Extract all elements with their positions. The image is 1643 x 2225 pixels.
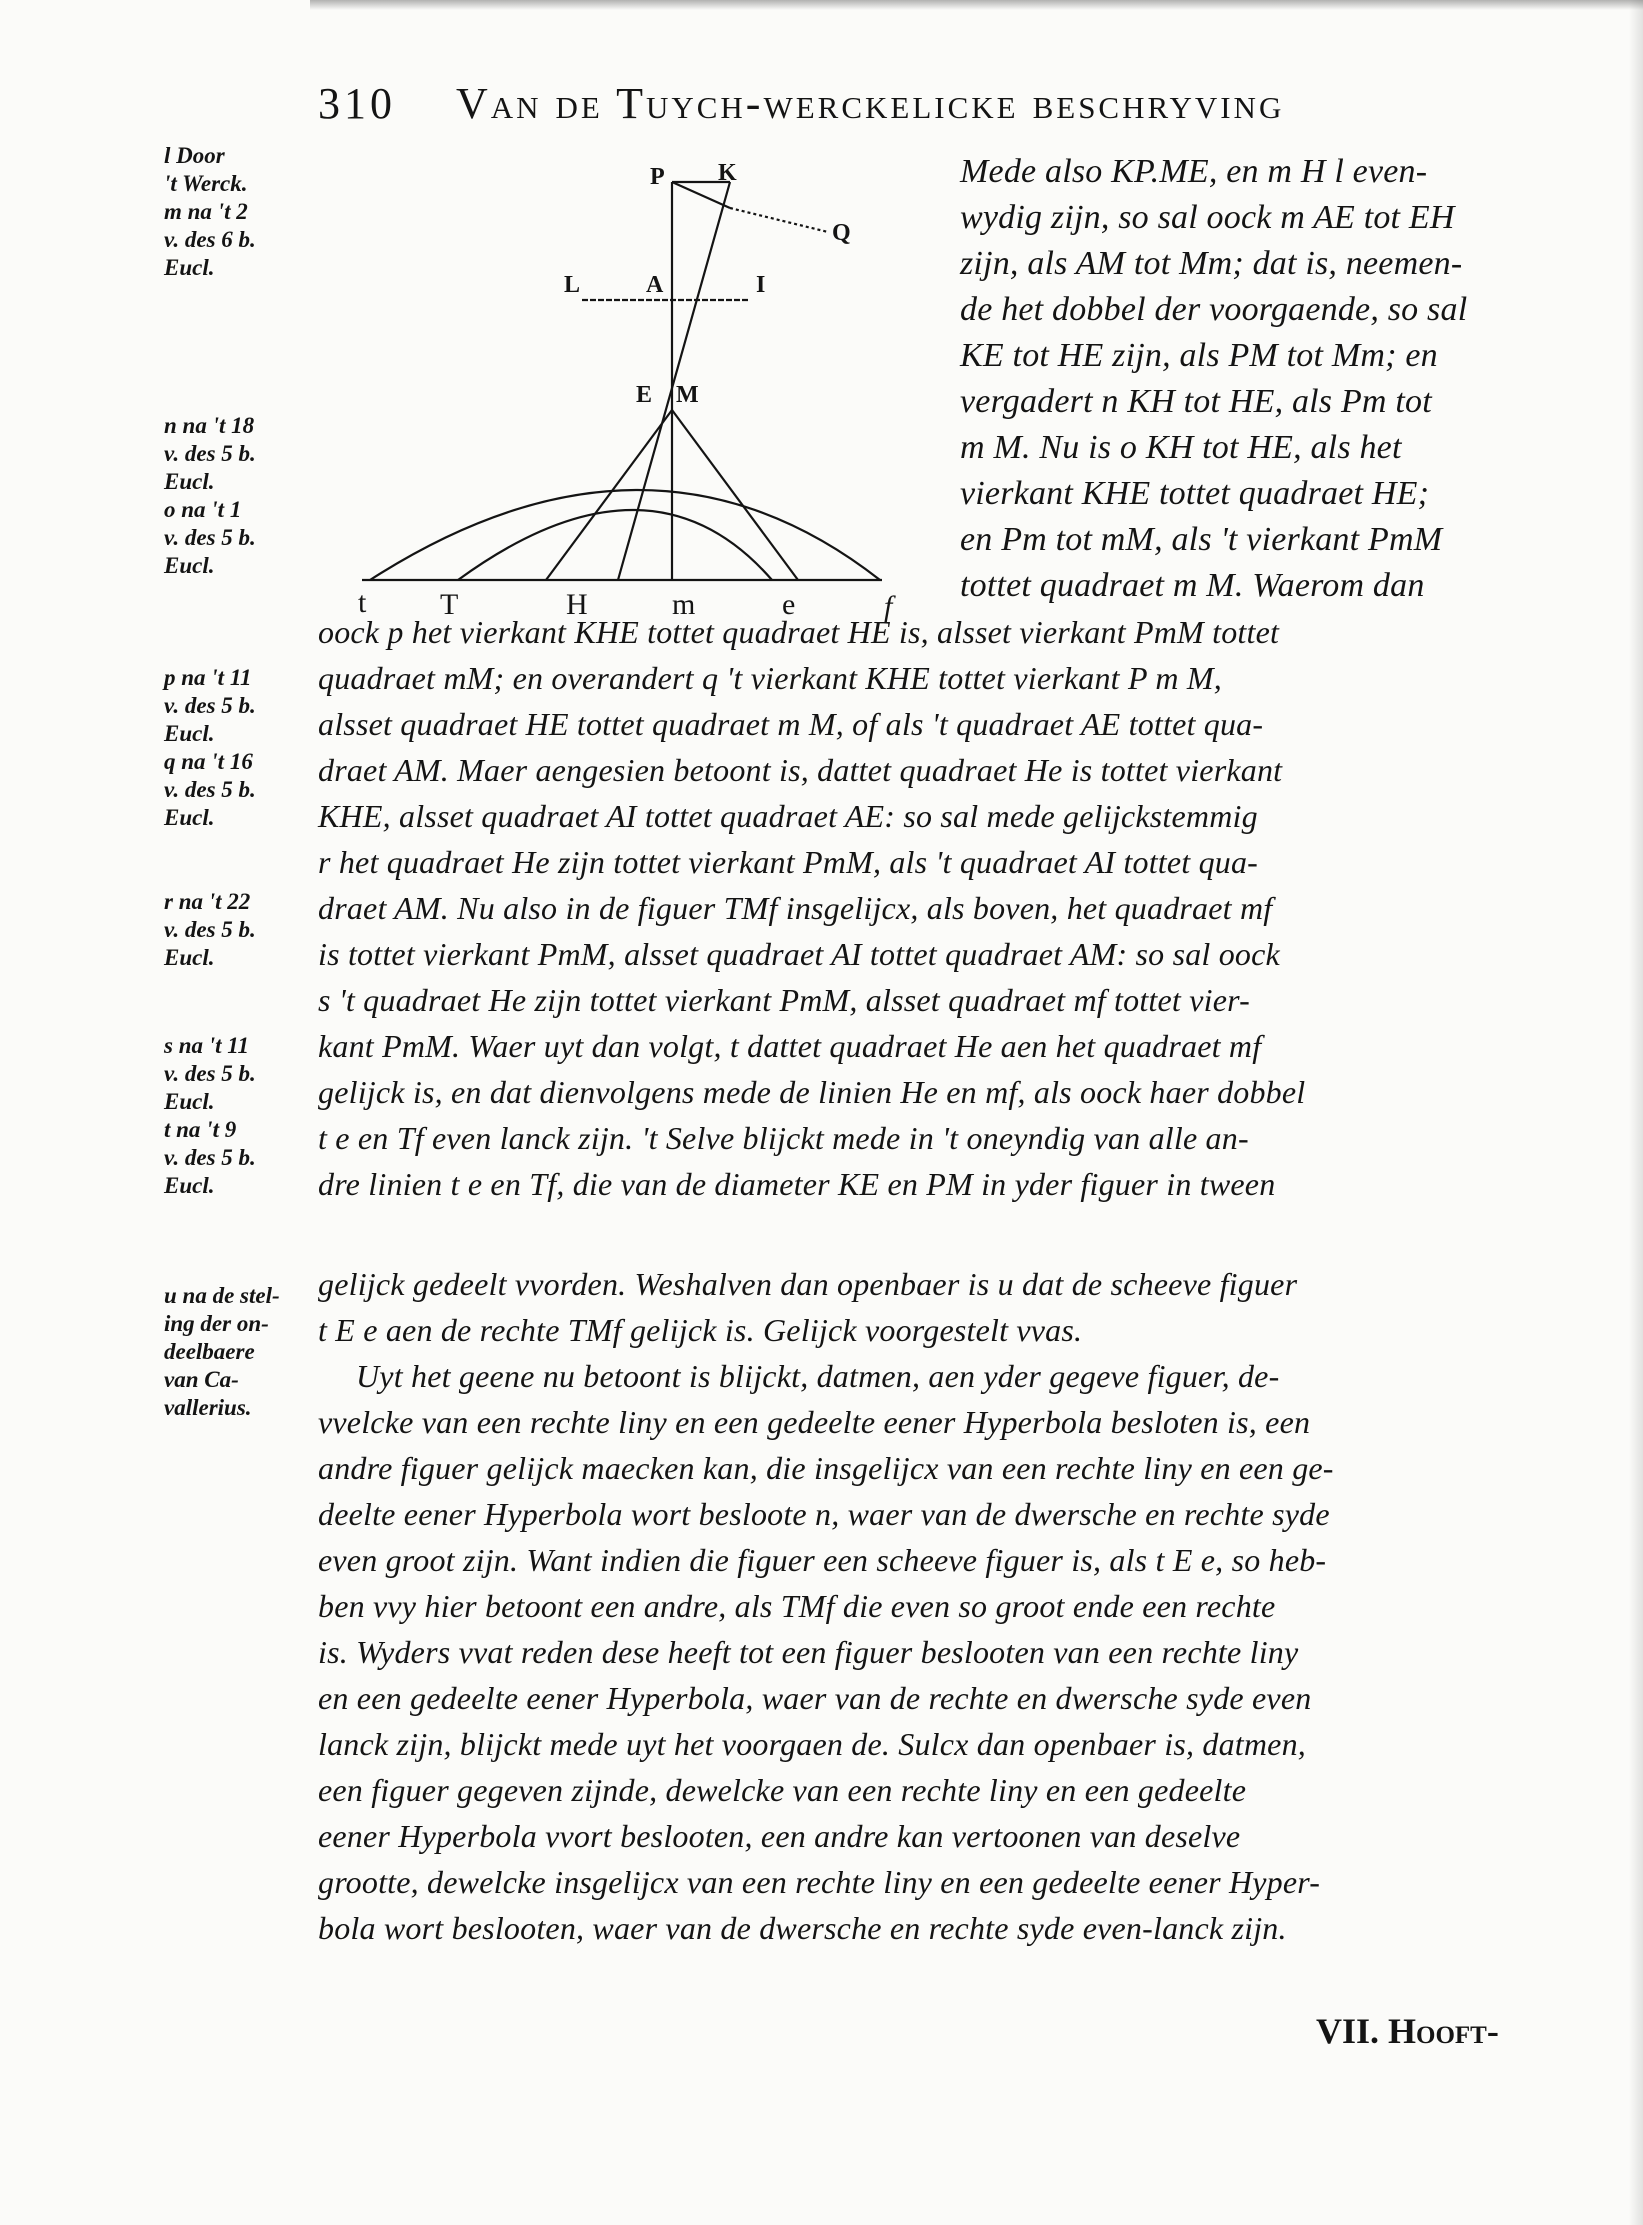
text-line: kant PmM. Waer uyt dan volgt, t dattet quadraet He aen het quadraet mf <box>318 1028 1262 1064</box>
scan-edge-right <box>1629 0 1643 2225</box>
text-line: grootte, dewelcke insgelijcx van een rechte liny en een gedeelte eener Hyper- <box>318 1864 1321 1900</box>
text-line: en Pm tot mM, als 't vierkant PmM <box>960 521 1443 558</box>
text-line: even groot zijn. Want indien die figuer een scheeve figuer is, als t E e, so heb- <box>318 1542 1327 1578</box>
text-line: m M. Nu is o KH tot HE, als het <box>960 429 1402 466</box>
margin-note: r na 't 22 v. des 5 b. Eucl. <box>164 889 256 970</box>
label-p: P <box>650 164 665 190</box>
line-kt <box>618 182 730 580</box>
text-line: gelijck gedeelt vvorden. Weshalven dan openbaer is u dat de scheeve figuer <box>318 1266 1298 1302</box>
catchword: VII. Hooft- <box>1316 2011 1499 2051</box>
margin-note: s na 't 11 v. des 5 b. Eucl. t na 't 9 v. des 5 b. Eucl. <box>164 1033 256 1198</box>
hyperbola-curve <box>370 490 880 580</box>
margin-note: p na 't 11 v. des 5 b. Eucl. q na 't 16 v. des 5 b. Eucl. <box>164 665 256 830</box>
text-line: dre linien t e en Tf, die van de diameter KE en PM in yder figuer in tween <box>318 1166 1276 1202</box>
text-line: vierkant KHE tottet quadraet HE; <box>960 475 1430 512</box>
text-line: alsset quadraet HE tottet quadraet m M, of als 't quadraet AE tottet qua- <box>318 706 1264 742</box>
margin-note: l Door 't Werck. m na 't 2 v. des 6 b. Eucl. <box>164 143 256 280</box>
text-line: eener Hyperbola vvort beslooten, een andre kan vertoonen van deselve <box>318 1818 1241 1854</box>
label-e: E <box>636 382 653 408</box>
text-line: is. Wyders vvat reden dese heeft tot een figuer beslooten van een rechte liny <box>318 1634 1299 1670</box>
label-m-small: m <box>672 588 696 621</box>
margin-note: n na 't 18 v. des 5 b. Eucl. o na 't 1 v. des 5 b. Eucl. <box>164 413 256 578</box>
text-line: is tottet vierkant PmM, alsset quadraet AI tottet quadraet AM: so sal oock <box>318 936 1280 972</box>
text-line: ben vvy hier betoont een andre, als TMf die even so groot ende een rechte <box>318 1588 1276 1624</box>
text-line: bola wort beslooten, waer van de dwersche en rechte syde even-lanck zijn. <box>318 1910 1287 1946</box>
text-line: een figuer gegeven zijnde, dewelcke van een rechte liny en een gedeelte <box>318 1772 1247 1808</box>
text-line: quadraet mM; en overandert q 't vierkant KHE tottet vierkant P m M, <box>318 660 1222 696</box>
hyperbola-diagram <box>350 160 940 630</box>
text-line: KHE, alsset quadraet AI tottet quadraet AE: so sal mede gelijckstemmig <box>318 798 1258 834</box>
text-line: gelijck is, en dat dienvolgens mede de linien He en mf, als oock haer dobbel <box>318 1074 1306 1110</box>
label-f: f <box>884 590 893 623</box>
text-line: wydig zijn, so sal oock m AE tot EH <box>960 199 1455 236</box>
label-q: Q <box>832 220 851 246</box>
text-line: oock p het vierkant KHE tottet quadraet HE is, alsset vierkant PmM tottet <box>318 614 1280 650</box>
text-line: t E e aen de rechte TMf gelijck is. Gelijck voorgestelt vvas. <box>318 1312 1083 1348</box>
text-line: deelte eener Hyperbola wort besloote n, waer van de dwersche en rechte syde <box>318 1496 1330 1532</box>
text-line: Mede also KP.ME, en m H l even- <box>960 153 1428 190</box>
text-line: vvelcke van een rechte liny en een gedeelte eener Hyperbola besloten is, een <box>318 1404 1311 1440</box>
header-title: Van de Tuych-werckelicke beschryving <box>456 79 1285 128</box>
label-a: A <box>646 272 664 298</box>
label-k: K <box>718 160 737 186</box>
text-line: draet AM. Maer aengesien betoont is, dattet quadraet He is tottet vierkant <box>318 752 1283 788</box>
text-line: zijn, als AM tot Mm; dat is, neemen- <box>960 245 1463 282</box>
text-line: KE tot HE zijn, als PM tot Mm; en <box>960 337 1438 374</box>
label-l: L <box>564 272 581 298</box>
label-i: I <box>756 272 766 298</box>
label-t: T <box>440 588 459 621</box>
label-h: H <box>566 588 588 621</box>
text-line: Uyt het geene nu betoont is blijckt, datmen, aen yder gegeve figuer, de- <box>356 1358 1280 1394</box>
label-t-small: t <box>358 586 367 619</box>
text-line: tottet quadraet m M. Waerom dan <box>960 567 1425 604</box>
text-line: vergadert n KH tot HE, als Pm tot <box>960 383 1432 420</box>
text-line: r het quadraet He zijn tottet vierkant PmM, als 't quadraet AI tottet qua- <box>318 844 1259 880</box>
page-number: 310 <box>318 79 396 128</box>
margin-note: u na de stel- ing der on- deelbaere van Ca- vallerius. <box>164 1283 280 1420</box>
text-line: lanck zijn, blijckt mede uyt het voorgaen de. Sulcx dan openbaer is, datmen, <box>318 1726 1306 1762</box>
text-line: t e en Tf even lanck zijn. 't Selve blijckt mede in 't oneyndig van alle an- <box>318 1120 1249 1156</box>
running-head <box>318 78 1558 138</box>
text-line: de het dobbel der voorgaende, so sal <box>960 291 1468 328</box>
label-m: M <box>676 382 699 408</box>
label-e-small: e <box>782 588 796 621</box>
line-ae <box>546 410 672 580</box>
line-kq <box>730 208 828 232</box>
hyperbola-inner <box>458 510 772 580</box>
text-line: andre figuer gelijck maecken kan, die insgelijcx van een rechte liny en een ge- <box>318 1450 1334 1486</box>
text-line: en een gedeelte eener Hyperbola, waer van de rechte en dwersche syde even <box>318 1680 1312 1716</box>
text-line: draet AM. Nu also in de figuer TMf insgelijcx, als boven, het quadraet mf <box>318 890 1273 926</box>
geometric-figure <box>350 160 940 630</box>
scan-edge-top <box>310 0 1643 10</box>
text-line: s 't quadraet He zijn tottet vierkant PmM, alsset quadraet mf tottet vier- <box>318 982 1250 1018</box>
